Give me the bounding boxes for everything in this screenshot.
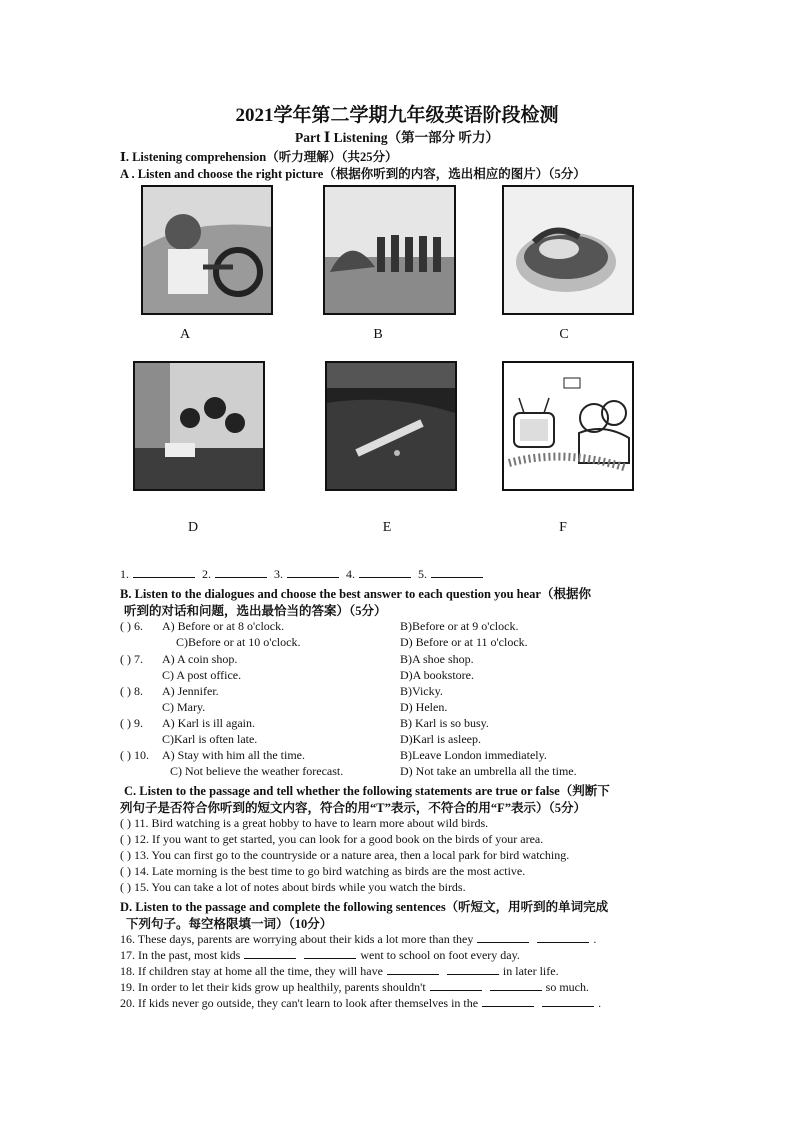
tf-question-12: ( ) 12. If you want to get started, you can look for a good book on the birds of your area. <box>120 832 544 846</box>
q8-option-d: D) Helen. <box>400 700 448 714</box>
answer-num-1: 1. <box>120 567 129 581</box>
q7-option-a: A) A coin shop. <box>162 652 238 666</box>
fill-20-blank-2[interactable] <box>542 996 594 1007</box>
q9-option-a: A) Karl is ill again. <box>162 716 255 730</box>
fill-17-blank-2[interactable] <box>304 948 356 959</box>
q6-num: ( ) 6. <box>120 619 143 633</box>
q10-option-a: A) Stay with him all the time. <box>162 748 305 762</box>
fill-question-18 <box>120 964 559 979</box>
fill-16-text: 16. These days, parents are worrying about their kids a lot more than they <box>120 932 474 946</box>
answer-blank-2[interactable] <box>215 567 267 578</box>
picture-label-c: C <box>559 327 569 342</box>
fill-20-text: 20. If kids never go outside, they can't learn to look after themselves in the <box>120 996 479 1010</box>
section-d-header: D. Listen to the passage and complete the following sentences（听短文，用听到的单词完成 <box>120 900 609 914</box>
answer-blank-1[interactable] <box>133 567 195 578</box>
q7-option-b: B)A shoe shop. <box>400 652 474 666</box>
picture-label-a: A <box>179 327 191 342</box>
answer-blank-3[interactable] <box>287 567 339 578</box>
q6-option-c: C)Before or at 10 o'clock. <box>176 635 301 649</box>
q7-num: ( ) 7. <box>120 652 143 666</box>
fill-19-end: so much. <box>545 980 590 994</box>
answer-num-2: 2. <box>202 567 211 581</box>
q9-option-c: C)Karl is often late. <box>162 732 258 746</box>
fill-question-19 <box>120 980 589 995</box>
q7-option-d: D)A bookstore. <box>400 668 474 682</box>
fill-19-blank-1[interactable] <box>430 980 482 991</box>
fill-question-20 <box>120 996 601 1011</box>
tf-question-11: ( ) 11. Bird watching is a great hobby to have to learn more about wild birds. <box>120 816 489 830</box>
q6-option-b: B)Before or at 9 o'clock. <box>400 619 519 633</box>
fill-16-blank-1[interactable] <box>477 932 529 943</box>
q8-num: ( ) 8. <box>120 684 143 698</box>
fill-20-end: . <box>598 996 602 1010</box>
fill-18-text: 18. If children stay at home all the time, they will have <box>120 964 383 978</box>
answer-line-a <box>120 567 487 582</box>
tf-question-15: ( ) 15. You can take a lot of notes about birds while you watch the birds. <box>120 880 466 894</box>
answer-num-5: 5. <box>418 567 427 581</box>
fill-18-end: in later life. <box>502 964 559 978</box>
q8-option-b: B)Vicky. <box>400 684 443 698</box>
q9-option-b: B) Karl is so busy. <box>400 716 489 730</box>
section-c-header-cont: 列句子是否符合你听到的短文内容，符合的用“T”表示，不符合的用“F”表示）（5分） <box>120 801 586 815</box>
section-b-header-cont: 听到的对话和问题，选出最恰当的答案）（5分） <box>124 604 387 618</box>
q6-option-d: D) Before or at 11 o'clock. <box>400 635 528 649</box>
picture-label-e: E <box>382 520 392 535</box>
part-subtitle: Part Ⅰ Listening（第一部分 听力） <box>295 130 499 145</box>
fill-17-text: 17. In the past, most kids <box>120 948 241 962</box>
telescope-night-photo <box>325 361 457 491</box>
tf-question-14: ( ) 14. Late morning is the best time to go bird watching as birds are the most active. <box>120 864 526 878</box>
q10-num: ( ) 10. <box>120 748 149 762</box>
answer-blank-4[interactable] <box>359 567 411 578</box>
q6-option-a: A) Before or at 8 o'clock. <box>162 619 285 633</box>
section-i-header: Ⅰ. Listening comprehension（听力理解）（共25分） <box>120 150 398 164</box>
fill-17-end: went to school on foot every day. <box>360 948 520 962</box>
woman-driving-car-photo <box>141 185 273 315</box>
kids-watching-tv-drawing <box>502 361 634 491</box>
q9-num: ( ) 9. <box>120 716 143 730</box>
q8-option-c: C) Mary. <box>162 700 206 714</box>
camping-tent-group-photo <box>323 185 456 315</box>
q10-option-d: D) Not take an umbrella all the time. <box>400 764 577 778</box>
section-c-header: C. Listen to the passage and tell whether the following statements are true or false（判断下 <box>124 784 610 798</box>
fill-question-17 <box>120 948 520 963</box>
q10-option-b: B)Leave London immediately. <box>400 748 547 762</box>
fill-18-blank-2[interactable] <box>447 964 499 975</box>
picture-label-f: F <box>559 520 567 535</box>
family-at-table-photo <box>133 361 265 491</box>
q8-option-a: A) Jennifer. <box>162 684 219 698</box>
tf-question-13: ( ) 13. You can first go to the countryside or a nature area, then a local park for bird watching. <box>120 848 570 862</box>
section-b-header: B. Listen to the dialogues and choose the best answer to each question you hear（根据你 <box>120 587 591 601</box>
answer-num-4: 4. <box>346 567 355 581</box>
section-a-header: A . Listen and choose the right picture（根据你听到的内容，选出相应的图片）（5分） <box>120 167 586 181</box>
q9-option-d: D)Karl is asleep. <box>400 732 481 746</box>
fill-17-blank-1[interactable] <box>244 948 296 959</box>
fill-20-blank-1[interactable] <box>482 996 534 1007</box>
q10-option-c: C) Not believe the weather forecast. <box>170 764 344 778</box>
answer-num-3: 3. <box>274 567 283 581</box>
fill-18-blank-1[interactable] <box>387 964 439 975</box>
q7-option-c: C) A post office. <box>162 668 242 682</box>
section-d-header-cont: 下列句子。每空格限填一词）（10分） <box>126 917 333 931</box>
fill-16-end: . <box>593 932 597 946</box>
answer-blank-5[interactable] <box>431 567 483 578</box>
fill-question-16 <box>120 932 596 947</box>
page-title: 2021学年第二学期九年级英语阶段检测 <box>235 105 559 126</box>
picture-label-b: B <box>373 327 383 342</box>
fill-19-blank-2[interactable] <box>490 980 542 991</box>
food-dish-photo <box>502 185 634 315</box>
fill-16-blank-2[interactable] <box>537 932 589 943</box>
fill-19-text: 19. In order to let their kids grow up healthily, parents shouldn't <box>120 980 426 994</box>
picture-label-d: D <box>187 520 199 535</box>
